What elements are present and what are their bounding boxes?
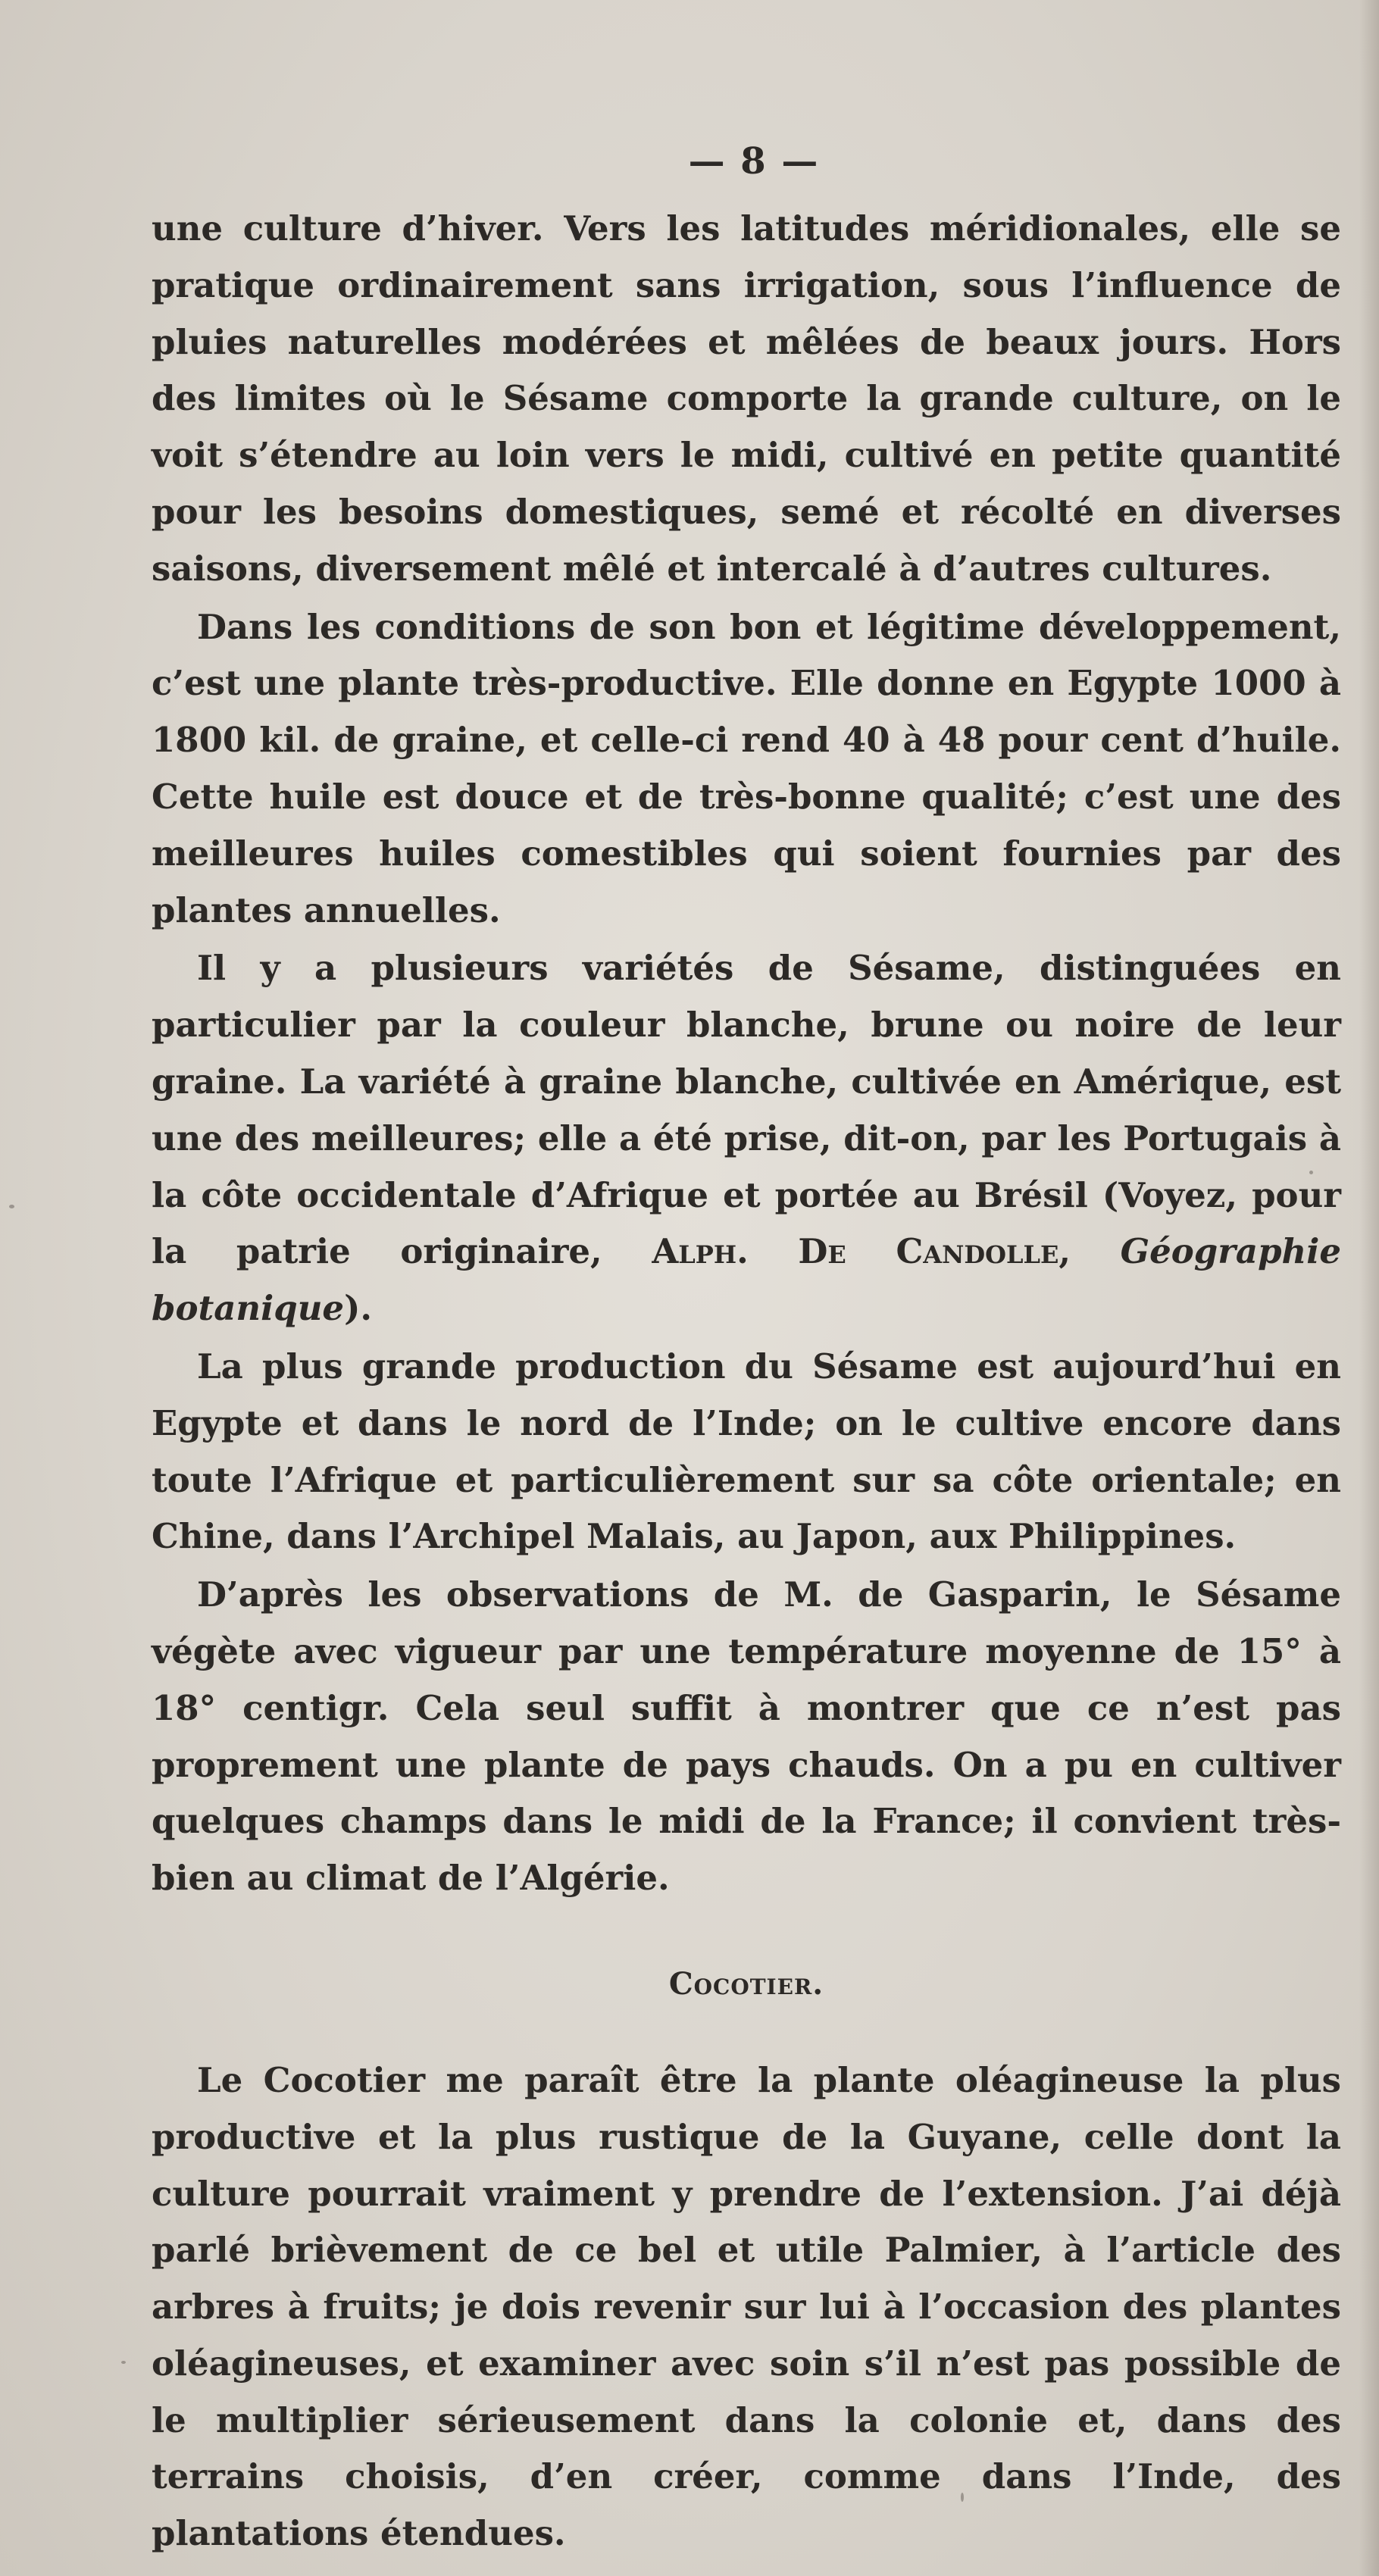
paragraph-productivity: Dans les conditions de son bon et légitime développement, c’est une plante très-productive. Elle donne en Egypte 1000 à 1800 kil. de graine, et celle-ci rend 40 à 48 pour cent d’huile. Cette huile est douce et de très-bonne qualité; c’est une des meilleures huiles comestibles qui soient fournies par des plantes annuelles. xyxy=(152,606,1341,930)
paragraph-varieties xyxy=(152,940,1341,1337)
work-citation: Géographie botanique xyxy=(152,1231,1341,1329)
page-number: — 8 — xyxy=(688,140,820,183)
section-heading-text: Cocotier. xyxy=(668,1965,824,2002)
citation-closing: ). xyxy=(344,1288,373,1329)
page-edge-shadow xyxy=(1359,0,1379,2576)
paragraph-production: La plus grande production du Sésame est aujourd’hui en Egypte et dans le nord de l’Inde; on le cultive encore dans toute l’Afrique et particulièrement sur sa côte orientale; en Chine, dans l’Archipel Malais, au Japon, aux Philippines. xyxy=(152,1346,1341,1557)
paragraph-climate: D’après les observations de M. de Gasparin, le Sésame végète avec vigueur par une température moyenne de 15° à 18° centigr. Cela seul suffit à montrer que ce n’est pas proprement une plante de pays chauds. On a pu en cultiver quelques champs dans le midi de la France; il convient très-bien au climat de l’Algérie. xyxy=(152,1574,1341,1899)
paper-speck xyxy=(121,2361,126,2364)
page-body xyxy=(152,201,1341,2562)
paragraph-continuation: une culture d’hiver. Vers les latitudes méridionales, elle se pratique ordinairement sans irrigation, sous l’influence de pluies naturelles modérées et mêlées de beaux jours. Hors des limites où le Sésame comporte la grande culture, on le voit s’étendre au loin vers le midi, cultivé en petite quantité pour les besoins domestiques, semé et récolté en diverses saisons, diversement mêlé et intercalé à d’autres cultures. xyxy=(152,208,1341,589)
author-citation: Alph. De Candolle, xyxy=(652,1231,1071,1272)
section-heading xyxy=(152,1962,1341,2007)
varieties-text: Il y a plusieurs variétés de Sésame, distinguées en particulier par la couleur blanche, brune ou noire de leur graine. La variété à graine blanche, cultivée en Amérique, est une des meilleures; elle a été prise, dit-on, par les Portugais à la côte occidentale d’Afrique et portée au Brésil (Voyez, pour la patrie originaire, xyxy=(152,948,1341,1272)
paper-speck xyxy=(9,1205,14,1208)
paragraph-cocotier: Le Cocotier me paraît être la plante oléagineuse la plus productive et la plus rustique de la Guyane, celle dont la culture pourrait vraiment y prendre de l’extension. J’ai déjà parlé brièvement de ce bel et utile Palmier, à l’article des arbres à fruits; je dois revenir sur lui à l’occasion des plantes oléagineuses, et examiner avec soin s’il n’est pas possible de le multiplier sérieusement dans la colonie et, dans des terrains choisis, d’en créer, comme dans l’Inde, des plantations étendues. xyxy=(152,2059,1341,2554)
